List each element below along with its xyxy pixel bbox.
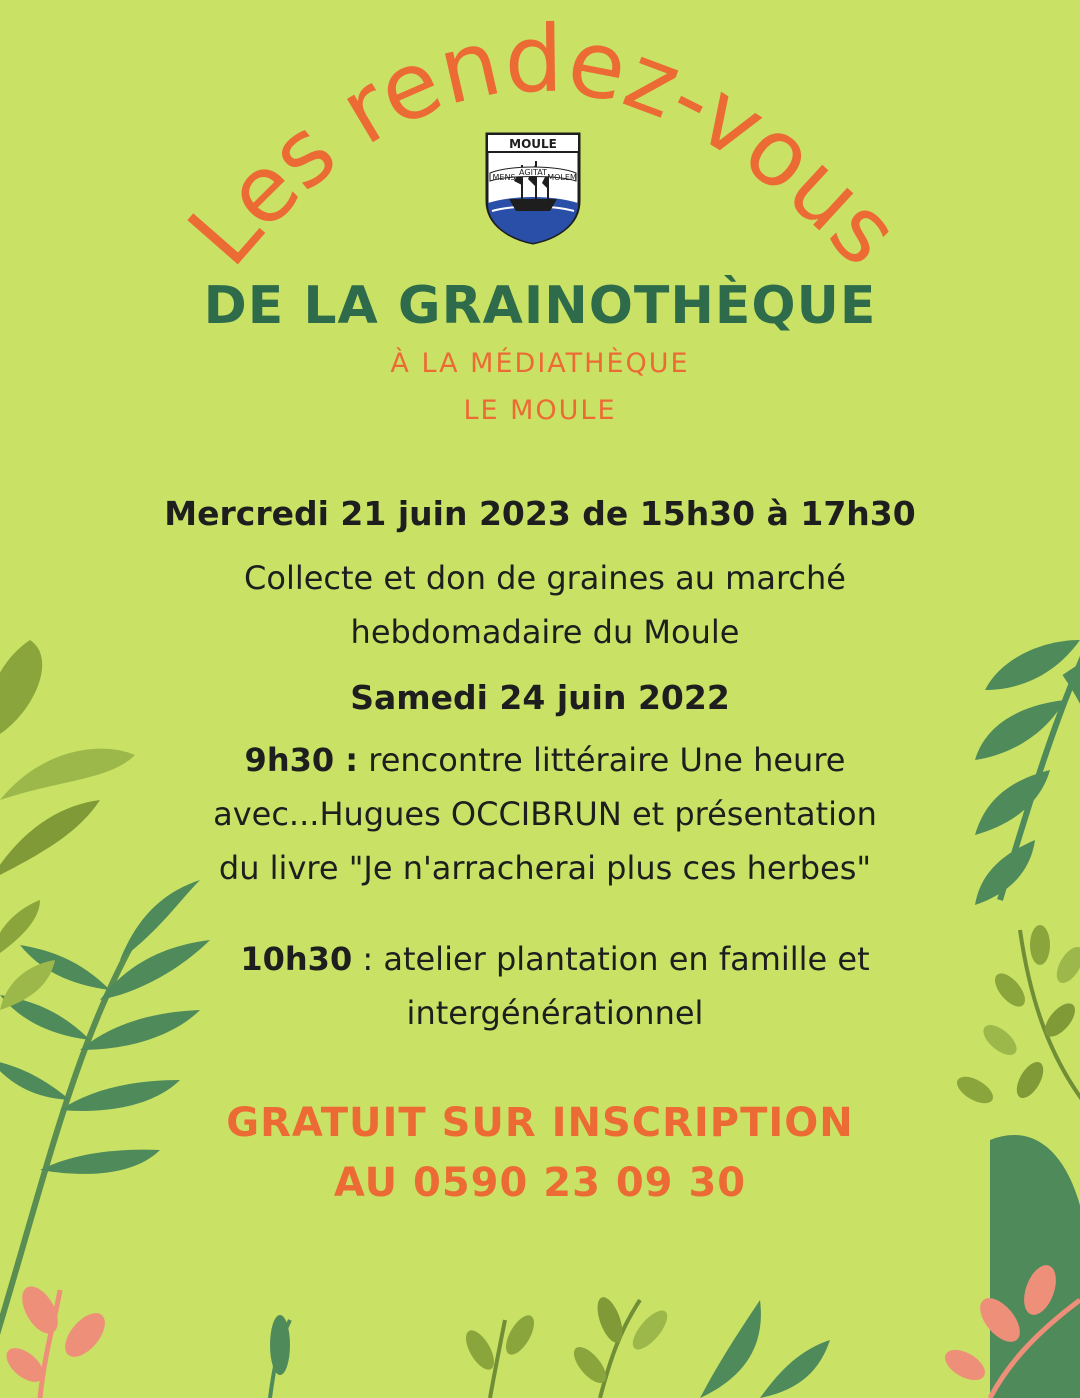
venue-line-2: LE MOULE xyxy=(463,395,617,426)
cta-line-1: GRATUIT SUR INSCRIPTION xyxy=(226,1100,854,1146)
item-2-time: 10h30 xyxy=(240,940,353,978)
item-1-text-1: rencontre littéraire Une heure xyxy=(368,741,846,779)
item-1-line-1 xyxy=(0,733,1080,787)
item-2-line-2: intergénérationnel xyxy=(406,994,704,1032)
event-2-item-2 xyxy=(0,932,1080,1040)
crest-banner: MOULE xyxy=(509,137,557,151)
cta-phone: AU 0590 23 09 30 xyxy=(333,1160,747,1206)
event-1-description xyxy=(0,551,1080,659)
moule-crest-icon xyxy=(484,131,582,245)
event-1-line-1: Collecte et don de graines au marché xyxy=(244,559,846,597)
crest-motto-1: MENS xyxy=(492,173,516,182)
item-2-text-1: : atelier plantation en famille et xyxy=(362,940,870,978)
event-2-date: Samedi 24 juin 2022 xyxy=(350,678,730,717)
subtitle: DE LA GRAINOTHÈQUE xyxy=(203,276,877,336)
item-1-time: 9h30 : xyxy=(244,741,359,779)
event-1-line-2: hebdomadaire du Moule xyxy=(350,613,740,651)
crest-motto-3: MOLEM xyxy=(547,173,577,182)
main-title-text: Les rendez-vous xyxy=(167,5,920,286)
bottom-plants-icon xyxy=(270,1294,830,1398)
event-1-date: Mercredi 21 juin 2023 de 15h30 à 17h30 xyxy=(164,494,916,533)
item-1-line-3: du livre "Je n'arracherai plus ces herbes" xyxy=(218,849,872,887)
item-1-line-2: avec...Hugues OCCIBRUN et présentation xyxy=(213,795,877,833)
item-2-line-1 xyxy=(0,932,1080,986)
venue-line-1: À LA MÉDIATHÈQUE xyxy=(390,348,690,379)
crest-motto-2: AGITAT xyxy=(519,168,547,177)
left-pink-sprig-icon xyxy=(0,1280,112,1398)
event-2-item-1 xyxy=(0,733,1080,895)
